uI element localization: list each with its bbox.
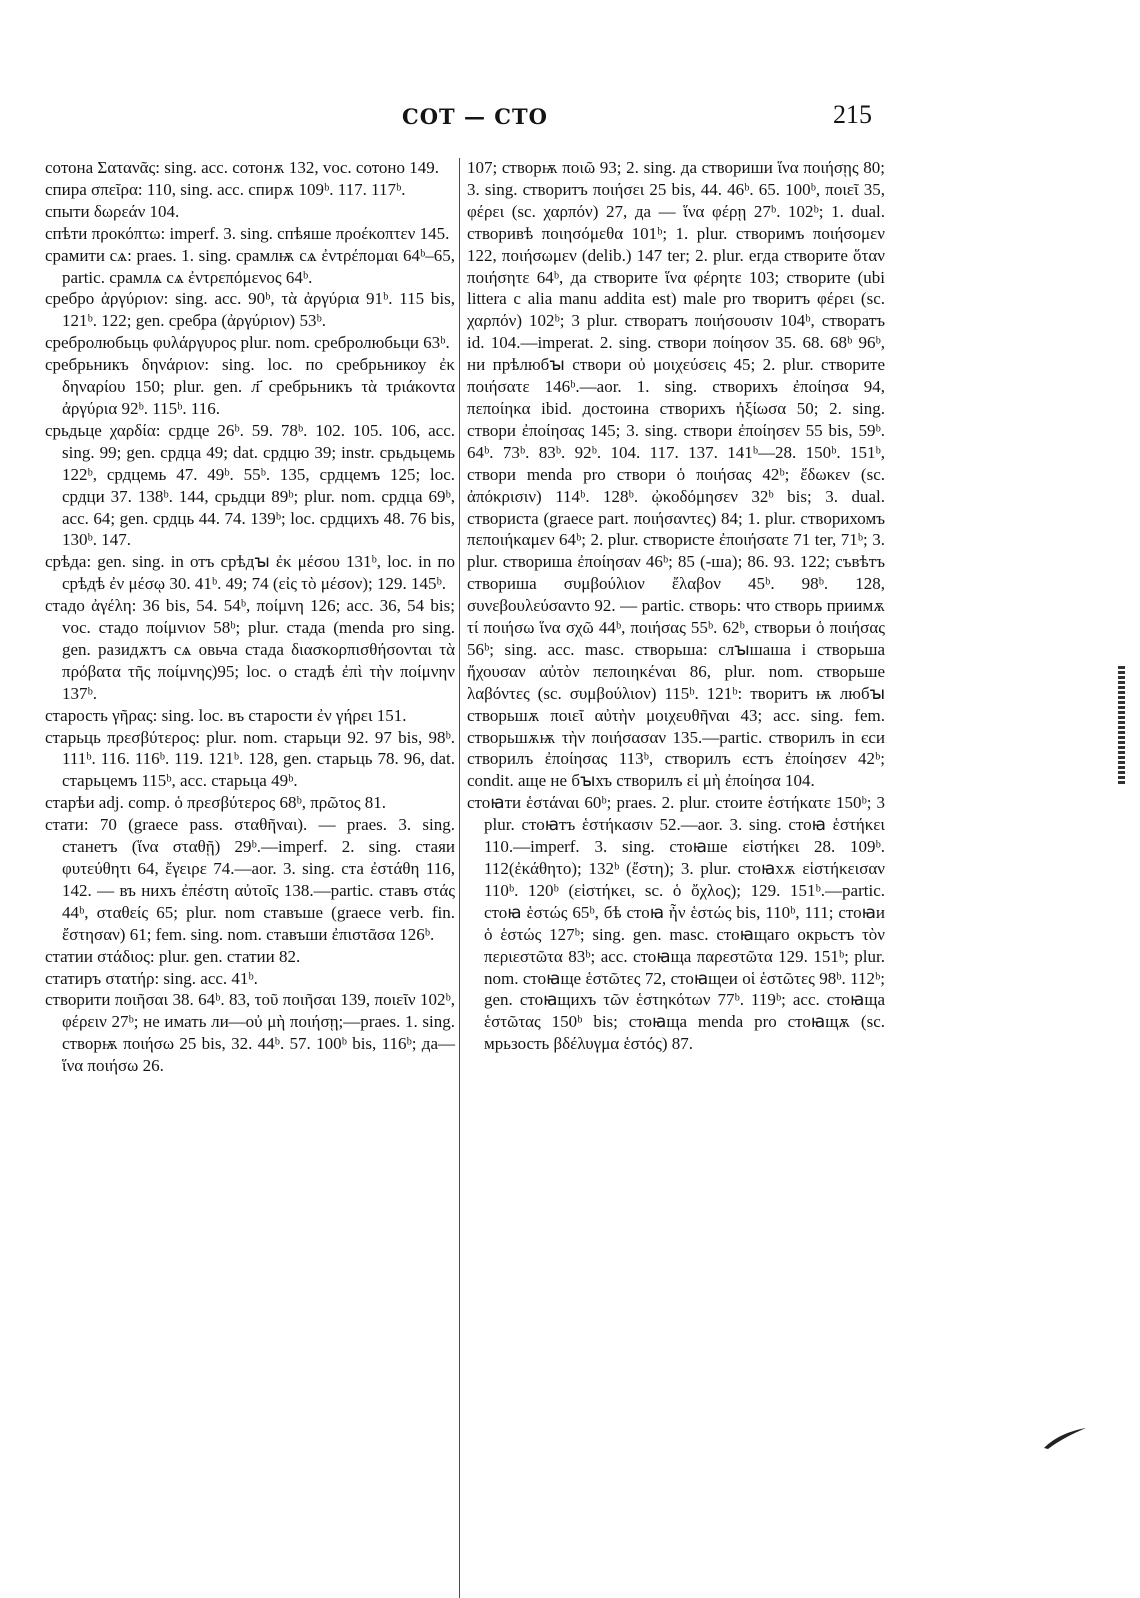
dictionary-entry: стоꙗти ἑστάναι 60ᵇ; praes. 2. plur. стоите ἑστήκατε 150ᵇ; 3 plur. стоꙗтъ ἑστήκασιν 52.—aor. 3. sing. стоꙗ ἑστήκει 110.—imperf. 3. sing. стоꙗше εἱστήκει 28. 109ᵇ. 112(ἐκάθητο); 132ᵇ (ἔστη); 3. plur. стоꙗхѫ εἱστήκεισαν 110ᵇ. 120ᵇ (εἱστήκει, sc. ὁ ὄχλος); 129. 151ᵇ.—partic. стоꙗ ἑστώς 65ᵇ, бѣ стоꙗ ἦν ἑστώς bis, 110ᵇ, 111; стоꙗи ὁ ἑστώς 127ᵇ; sing. gen. masc. стоꙗщаго окрьстъ τὸν περιεστῶτα 83ᵇ; acc. стоꙗща παρεστῶτα 129. 151ᵇ; plur. nom. стоꙗще ἑστῶτες 72, стоꙗщеи οἱ ἑστῶτες 98ᵇ. 112ᵇ; gen. стоꙗщихъ τῶν ἑστηκότων 77ᵇ. 119ᵇ; acc. стоꙗща ἑστῶτας 150ᵇ bis; стоꙗща menda pro стоꙗщѫ (sc. мрьзость βδέλυγμα ἑστός) 87. xyxy=(467,793,885,1054)
dictionary-entry: стадо ἀγέλη: 36 bis, 54. 54ᵇ, ποίμνη 126; acc. 36, 54 bis; voc. стадо ποίμνιον 58ᵇ; plur. стада (menda pro sing. gen. разидѫтъ сѧ овьча стада διασκορπισθήσονται τὰ πρόβατα τῆς ποίμνης)95; loc. о стадѣ ἐπὶ τὴν ποίμνην 137ᵇ. xyxy=(45,596,455,703)
dictionary-entry: срьдьце χαρδία: срдце 26ᵇ. 59. 78ᵇ. 102. 105. 106, acc. sing. 99; gen. срдца 49; dat. срдцю 39; instr. срьдьцемь 122ᵇ, срдцемь 47. 49ᵇ. 55ᵇ. 135, срдцемъ 125; loc. срдци 37. 138ᵇ. 144, срьдци 89ᵇ; plur. nom. срдца 69ᵇ, acc. 64; gen. срдць 44. 74. 139ᵇ; loc. срдцихъ 48. 76 bis, 130ᵇ. 147. xyxy=(45,420,455,550)
dictionary-entry: сребро ἀργύριον: sing. acc. 90ᵇ, τὰ ἀργύρια 91ᵇ. 115 bis, 121ᵇ. 122; gen. сребра (ἀργύριον) 53ᵇ. xyxy=(45,289,455,331)
dictionary-entry: старѣи adj. comp. ὁ πρεσβύτερος 68ᵇ, πρῶτος 81. xyxy=(45,793,387,813)
entry-continuation: 107; створѭ ποιῶ 93; 2. sing. да створиши ἵνα ποιήσῃς 80; 3. sing. створитъ ποιήσει 25 bis, 44. 46ᵇ. 65. 100ᵇ, ποιεῖ 35, φέρει (sc. χαρπόν) 27, да — ἵνα φέρῃ 27ᵇ. 102ᵇ; 1. dual. створивѣ ποιησόμεθα 101ᵇ; 1. plur. створимъ ποιήσομεν 122, ποιήσωμεν (delib.) 147 ter; 2. plur. егда створите ὅταν ποιήσητε 64ᵇ, да створите ἵνα φέρητε 103; створите (ubi littera с alia manu addita est) male pro творитъ φέρει (sc. χαρπόν) 102ᵇ; 3 plur. створатъ ποιήσουσιν 104ᵇ, створатъ id. 104.—imperat. 2. sing. створи ποίησον 35. 68. 68ᵇ 96ᵇ, ни прѣлюбꙑ створи οὐ μοιχεύσεις 45; 2. plur. створите ποιήσατε 146ᵇ.—aor. 1. sing. створихъ ἐποίησα 94, πεποίηκα ibid. достоина створихъ ἠξίωσα 50; 2. sing. створи ἐποίησας 145; 3. sing. створи ἐποίησεν 55 bis, 59ᵇ. 64ᵇ. 73ᵇ. 83ᵇ. 92ᵇ. 104. 117. 137. 141ᵇ—28. 150ᵇ. 151ᵇ, створи menda pro створи ὁ ποιήσας 42ᵇ; ἔδωκεν (sc. ἀπόκρισιν) 114ᵇ. 128ᵇ. ᾠκοδόμησεν 32ᵇ bis; 3. dual. створиста (graece part. ποιήσαντες) 84; 1. plur. створихомъ πεποιήκαμεν 64ᵇ; 2. plur. створисте ἐποιήσατε 71 ter, 71ᵇ; 3. plur. створиша ἐποίησαν 46ᵇ; 85 (-ша); 86. 93. 122; съвѣтъ створиша συμβούλιον ἔλαβον 45ᵇ. 98ᵇ. 128, συνεβουλεύσαντο 92. — partic. створь: что створь приимѫ τί ποιήσω ἵνα σχῶ 44ᵇ, ποιήσας 55ᵇ. 62ᵇ, створьи ὁ ποιήσας 56ᵇ; sing. acc. masc. створьша: слꙑшаша i створьша ἤχουσαν αὐτὸν πεποιηκέναι 86, plur. nom. створьше λαβόντες (sc. συμβούλιον) 115ᵇ. 121ᵇ: творитъ ѭ любꙑ створьшѫ ποιεῖ αὐτὴν μοιχευθῆναι 43; acc. sing. fem. створьшѫѭ τὴν ποιήσασαν 135.—partic. створилъ in єси створилъ ἐποίησας 113ᵇ, створилъ єстъ ἐποίησεν 42ᵇ; condit. аще не бꙑхъ створилъ εἰ μὴ ἐποίησα 104. xyxy=(467,158,885,791)
dictionary-entry: срамити сѧ: praes. 1. sing. срамлѭ сѧ ἐντρέπομαι 64ᵇ–65, partic. срамлѧ сѧ ἐντρεπόμενος 64ᵇ. xyxy=(45,245,455,287)
left-column xyxy=(45,157,455,1077)
right-column xyxy=(467,157,885,1055)
dictionary-entry: статии στάδιος: plur. gen. статии 82. xyxy=(45,946,301,966)
column-divider xyxy=(459,158,460,1598)
dictionary-entry: спѣти προκόπτω: imperf. 3. sing. спѣяше προέκοπτεν 145. xyxy=(45,223,450,243)
dictionary-entry: старость γῆρας: sing. loc. въ старости ἐν γήρει 151. xyxy=(45,705,407,725)
dictionary-entry: стати: 70 (graece pass. σταθῆναι). — praes. 3. sing. станетъ (ἵνα σταθῇ) 29ᵇ.—imperf. 2. sing. стаяи φυτεύθητι 64, ἔγειρε 74.—aor. 3. sing. ста ἐστάθη 116, 142. — въ нихъ ἐπέστη αὐτοῖς 138.—partic. ставъ στάς 44ᵇ, σταθείς 65; plur. nom ставъше (graece verb. fin. ἔστησαν) 61; fem. sing. nom. ставъши ἐπιστᾶσα 126ᵇ. xyxy=(45,815,455,944)
scan-curl-mark xyxy=(1042,1424,1088,1450)
dictionary-entry: сотона Σατανᾶς: sing. acc. сотонѫ 132, voc. сотоно 149. xyxy=(45,158,440,177)
dictionary-entry: спыти δωρεάν 104. xyxy=(45,201,180,221)
dictionary-entry: статиръ στατήρ: sing. acc. 41ᵇ. xyxy=(45,968,258,988)
running-head: СОТ — СТО xyxy=(402,104,548,129)
dictionary-entry: сребрьникъ δηνάριον: sing. loc. по сребрьникоу ἐκ δηναρίου 150; plur. gen. л҃ сребрьникъ τὰ τριάκοντα ἀργύρια 92ᵇ. 115ᵇ. 116. xyxy=(45,355,455,418)
dictionary-entry: старьць πρεσβύτερος: plur. nom. старьци 92. 97 bis, 98ᵇ. 111ᵇ. 116. 116ᵇ. 119. 121ᵇ. 128, gen. старьць 78. 96, dat. старьцемъ 115ᵇ, acc. старьца 49ᵇ. xyxy=(45,727,455,791)
dictionary-entry: срѣда: gen. sing. in отъ срѣдꙑ ἐκ μέσου 131ᵇ, loc. in по срѣдѣ ἐν μέσῳ 30. 41ᵇ. 49; 74 (εἰς τὸ μέσον); 129. 145ᵇ. xyxy=(45,552,455,594)
dictionary-entry: спира σπεῖρα: 110, sing. acc. спирѫ 109ᵇ. 117. 117ᵇ. xyxy=(45,179,406,199)
scan-edge-mark xyxy=(1118,666,1125,786)
dictionary-entry: сребролюбьць φυλάργυρος plur. nom. сребролюбьци 63ᵇ. xyxy=(45,333,450,353)
page-number: 215 xyxy=(833,100,872,129)
dictionary-entry: створити ποιῆσαι 38. 64ᵇ. 83, τοῦ ποιῆσαι 139, ποιεῖν 102ᵇ, φέρειν 27ᵇ; не имать ли—οὐ μὴ ποιήσῃ;—praes. 1. sing. створѭ ποιήσω 25 bis, 32. 44ᵇ. 57. 100ᵇ bis, 116ᵇ; да—ἵνα ποιήσω 26. xyxy=(45,990,455,1076)
page-header xyxy=(0,100,1140,140)
